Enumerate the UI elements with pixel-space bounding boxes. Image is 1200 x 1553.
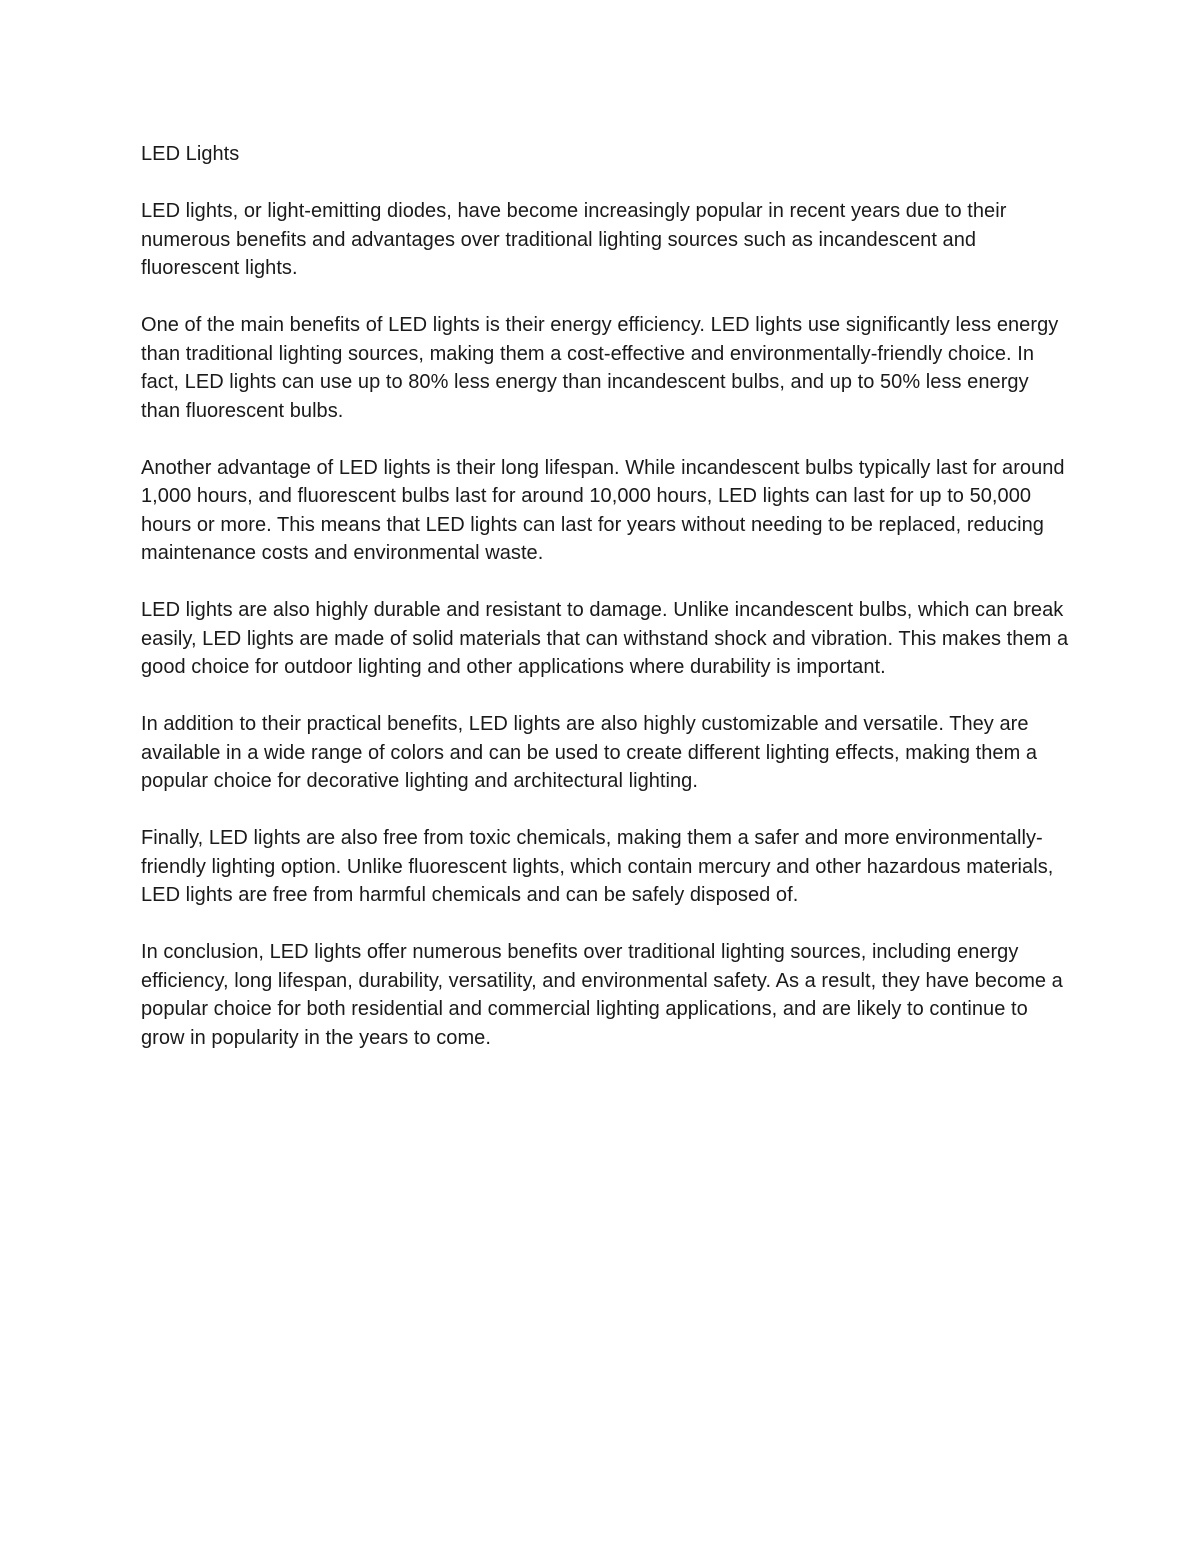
paragraph-conclusion: In conclusion, LED lights offer numerous benefits over traditional lighting sources, including energy efficiency, long lifespan, durability, versatility, and environmental safety. As a result, they have become a popular choice for both residential and commercial lighting applications, and are likely to continue to grow in popularity in the years to come. [141, 941, 1063, 1049]
document-body [141, 140, 1071, 1081]
paragraph-intro: LED lights, or light-emitting diodes, have become increasingly popular in recent years due to their numerous benefits and advantages over traditional lighting sources such as incandescent and fluorescent lights. [141, 200, 1007, 279]
paragraph-energy-efficiency: One of the main benefits of LED lights is their energy efficiency. LED lights use significantly less energy than traditional lighting sources, making them a cost-effective and environmentally-friendly choice. In fact, LED lights can use up to 80% less energy than incandescent bulbs, and up to 50% less energy than fluorescent bulbs. [141, 314, 1059, 422]
document-title: LED Lights [141, 143, 240, 165]
paragraph-lifespan: Another advantage of LED lights is their long lifespan. While incandescent bulbs typically last for around 1,000 hours, and fluorescent bulbs last for around 10,000 hours, LED lights can last for up to 50,000 hours or more. This means that LED lights can last for years without needing to be replaced, reducing maintenance costs and environmental waste. [141, 456, 1065, 564]
paragraph-versatility: In addition to their practical benefits, LED lights are also highly customizable and versatile. They are available in a wide range of colors and can be used to create different lighting effects, making them a popular choice for decorative lighting and architectural lighting. [141, 713, 1038, 792]
paragraph-durability: LED lights are also highly durable and resistant to damage. Unlike incandescent bulbs, which can break easily, LED lights are made of solid materials that can withstand shock and vibration. This makes them a good choice for outdoor lighting and other applications where durability is important. [141, 599, 1069, 678]
paragraph-toxic-free: Finally, LED lights are also free from toxic chemicals, making them a safer and more environmentally-friendly lighting option. Unlike fluorescent lights, which contain mercury and other hazardous materials, LED lights are free from harmful chemicals and can be safely disposed of. [141, 827, 1054, 906]
